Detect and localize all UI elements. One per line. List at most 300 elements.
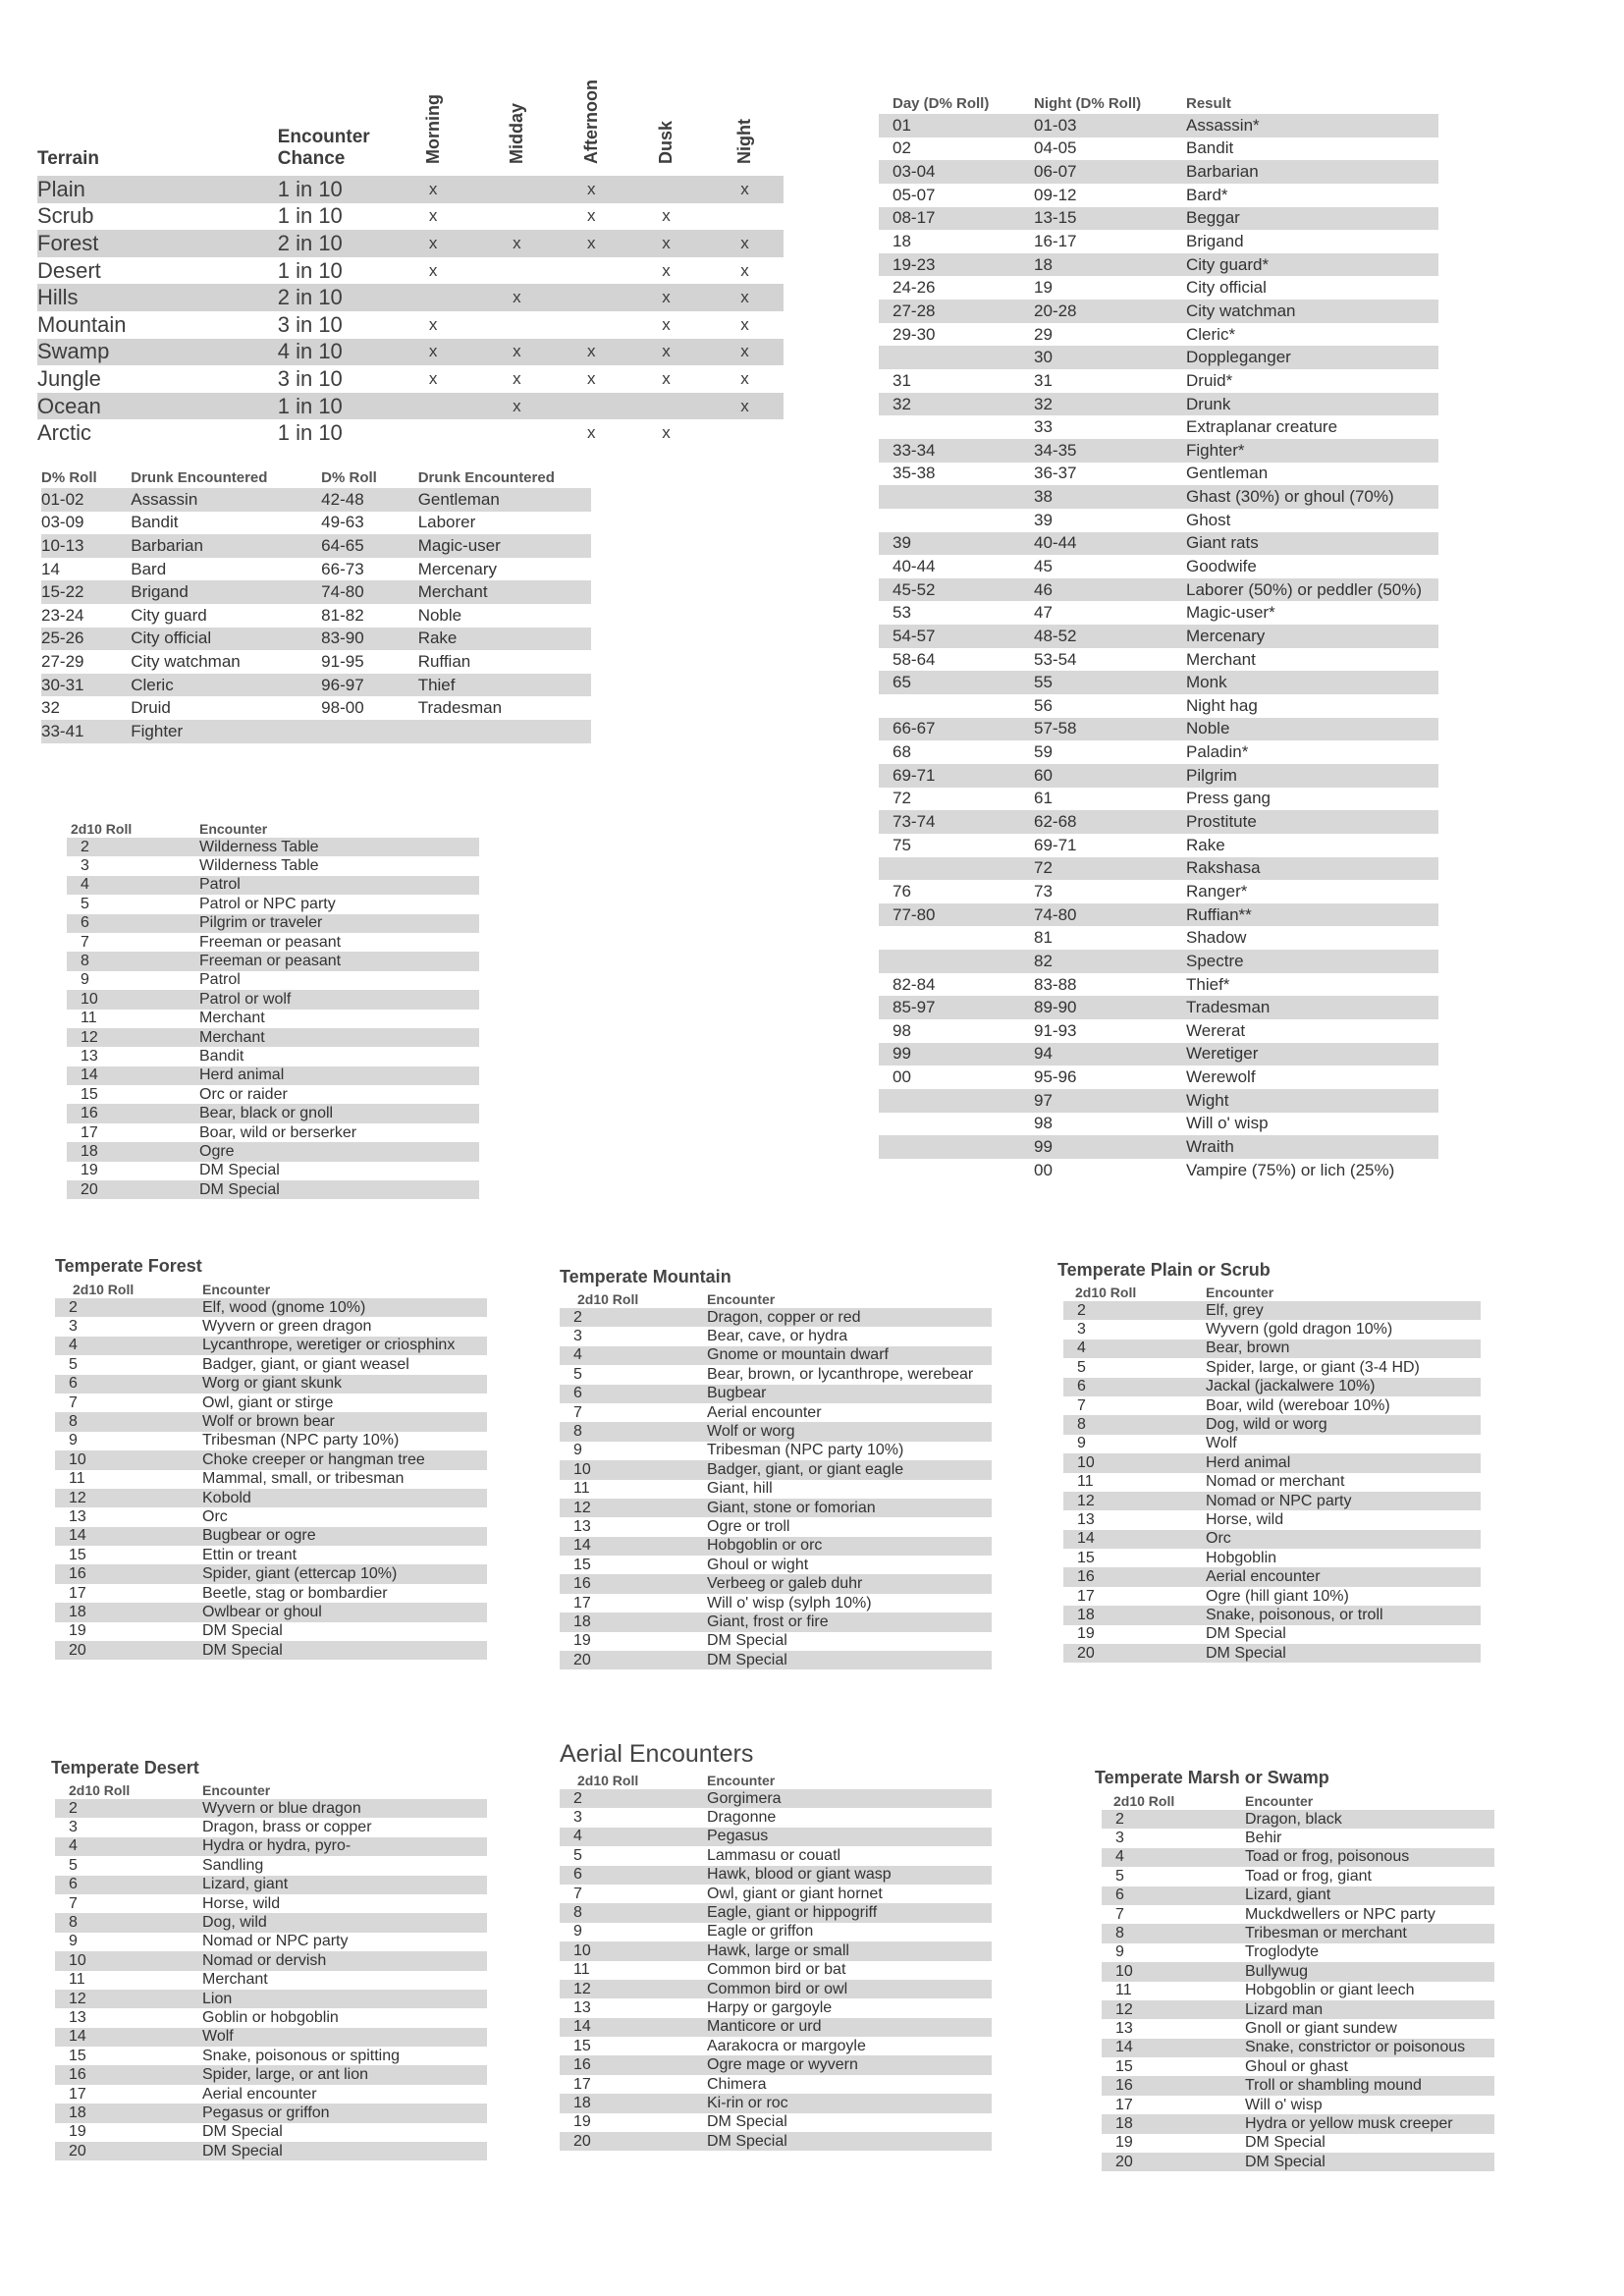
roll-number: 17 <box>1077 1587 1095 1605</box>
encounter-name: Aarakocra or margoyle <box>707 2037 866 2054</box>
roll-number: 2 <box>55 1298 202 1317</box>
table-row <box>560 1632 992 1651</box>
roll-number: 19 <box>69 1622 86 1640</box>
encounter-name: Orc or raider <box>199 1085 288 1103</box>
table-row <box>879 950 1438 973</box>
encounter-name: Spider, giant (ettercap 10%) <box>202 1564 487 1583</box>
day-roll: 03-04 <box>879 160 1034 184</box>
time-header: Morning <box>422 94 443 164</box>
table-row <box>879 1066 1438 1089</box>
table-row <box>1102 2114 1494 2133</box>
encounter-name: Ghoul or wight <box>707 1556 809 1573</box>
day-roll: 01 <box>879 114 1034 137</box>
encounter-name: Hawk, blood or giant wasp <box>707 1866 992 1885</box>
table-row <box>560 1613 992 1631</box>
time-mark <box>556 311 626 339</box>
encounter-name: Freeman or peasant <box>199 933 342 951</box>
time-mark <box>706 419 784 447</box>
encounter-name: Pegasus <box>707 1828 992 1846</box>
roll-number: 11 <box>69 1470 85 1488</box>
table-row <box>879 578 1438 602</box>
roll-number: 20 <box>67 1180 199 1199</box>
encounter-value: Magic-user <box>418 534 591 558</box>
table-row <box>879 485 1438 509</box>
table-row <box>55 1527 487 1546</box>
table-row <box>879 1159 1438 1182</box>
roll-number: 14 <box>55 1527 202 1546</box>
table-row <box>1063 1396 1481 1415</box>
day-roll: 82-84 <box>893 974 936 994</box>
roll-number: 6 <box>1063 1378 1206 1396</box>
table-row <box>41 604 591 628</box>
time-mark: x <box>389 339 478 366</box>
table-row <box>55 1990 487 2008</box>
time-header: Night <box>734 119 755 164</box>
roll-number: 12 <box>560 1499 707 1517</box>
roll-number: 3 <box>69 1819 78 1836</box>
roll-number: 19 <box>573 2113 591 2131</box>
day-roll: 54-57 <box>879 625 1034 648</box>
time-mark: x <box>556 176 626 203</box>
table-row <box>41 628 591 651</box>
table-row <box>560 1365 992 1384</box>
table-row <box>879 810 1438 834</box>
night-roll: 82 <box>1034 950 1186 973</box>
night-roll: 81 <box>1034 928 1053 948</box>
table-row <box>1063 1492 1481 1510</box>
time-mark: x <box>662 206 671 226</box>
encounter-name: Manticore or urd <box>707 2018 992 2037</box>
result: Extraplanar creature <box>1186 417 1338 437</box>
encounter-chance: 2 in 10 <box>229 230 389 257</box>
terrain-name: Ocean <box>37 393 229 420</box>
table-row <box>41 534 591 558</box>
table-row <box>560 1923 992 1941</box>
table-row <box>55 1818 487 1836</box>
result: Pilgrim <box>1186 764 1438 788</box>
encounter-name: Bear, brown, or lycanthrope, werebear <box>707 1365 974 1383</box>
table-row <box>879 555 1438 578</box>
day-roll: 31 <box>893 370 911 390</box>
encounter-name: Eagle, giant or hippogriff <box>707 1903 992 1922</box>
encounter-value: Brigand <box>131 580 321 604</box>
encounter-name: Toad or frog, poisonous <box>1245 1848 1494 1867</box>
roll-number: 7 <box>1115 1905 1124 1923</box>
roll-number: 10 <box>55 1450 202 1469</box>
mountain-title: Temperate Mountain <box>560 1267 731 1286</box>
roll-value: 64-65 <box>321 534 418 558</box>
day-roll <box>879 509 1034 532</box>
encounter-name: Behir <box>1245 1830 1282 1847</box>
night-roll: 61 <box>1034 789 1053 808</box>
encounter-chance: 2 in 10 <box>229 284 389 311</box>
encounter-chance: 3 in 10 <box>277 365 343 391</box>
table-row <box>879 114 1438 137</box>
time-mark: x <box>662 423 671 443</box>
encounter-name: Beetle, stag or bombardier <box>202 1584 388 1602</box>
time-mark <box>556 257 626 285</box>
roll-number: 2 <box>1063 1301 1206 1320</box>
roll-value: 15-22 <box>41 580 131 604</box>
roll-number: 7 <box>81 933 89 951</box>
table-row <box>879 601 1438 625</box>
roll-value: 49-63 <box>321 513 364 532</box>
time-mark: x <box>477 393 556 420</box>
roll-number: 15 <box>1115 2057 1133 2075</box>
table-row <box>1102 1905 1494 1924</box>
encounter-name: DM Special <box>202 2123 283 2141</box>
table-row <box>879 323 1438 347</box>
table-row <box>55 1799 487 1818</box>
table-row <box>879 1089 1438 1113</box>
time-mark: x <box>513 368 521 388</box>
time-mark: x <box>706 284 784 311</box>
day-roll: 33-34 <box>879 439 1034 463</box>
time-mark: x <box>389 176 478 203</box>
table-row <box>560 1460 992 1479</box>
night-roll: 19 <box>1034 278 1053 298</box>
column-header: 2d10 Roll <box>1075 1285 1137 1300</box>
time-mark: x <box>706 393 784 420</box>
table-row <box>560 2094 992 2112</box>
table-row <box>560 1885 992 1903</box>
encounter-name: Giant, stone or fomorian <box>707 1499 992 1517</box>
roll-number: 18 <box>55 2104 202 2122</box>
table-row <box>879 184 1438 207</box>
encounter-name: Wyvern or green dragon <box>202 1318 372 1336</box>
time-mark <box>706 203 784 231</box>
encounter-name: Horse, wild <box>1206 1510 1284 1528</box>
night-roll: 53-54 <box>1034 649 1077 669</box>
encounter-name: DM Special <box>1245 2134 1326 2152</box>
day-roll: 00 <box>893 1067 911 1087</box>
roll-value: 81-82 <box>321 605 364 625</box>
result: Tradesman <box>1186 996 1438 1019</box>
night-roll: 16-17 <box>1034 232 1077 251</box>
encounter-name: Dragon, copper or red <box>707 1308 992 1327</box>
column-header: Drunk Encountered <box>131 468 268 486</box>
time-mark: x <box>662 368 671 388</box>
night-roll: 55 <box>1034 671 1186 694</box>
roll-number: 16 <box>1063 1567 1206 1586</box>
time-mark: x <box>740 260 749 280</box>
table-row <box>67 856 479 875</box>
aerial-encounter-table <box>560 1772 992 2151</box>
table-row <box>879 718 1438 741</box>
table-row <box>41 674 591 697</box>
table-row <box>879 694 1438 718</box>
table-row <box>879 880 1438 903</box>
roll-number: 3 <box>573 1809 582 1827</box>
roll-value <box>321 720 418 743</box>
table-row <box>1102 1810 1494 1829</box>
roll-number: 18 <box>67 1142 199 1161</box>
table-row <box>55 1564 487 1583</box>
roll-number: 9 <box>1115 1943 1124 1961</box>
encounter-name: Dog, wild or worg <box>1206 1415 1481 1434</box>
table-row <box>879 439 1438 463</box>
roll-number: 6 <box>55 1375 202 1394</box>
table-row <box>1063 1453 1481 1472</box>
result: Wererat <box>1186 1020 1246 1040</box>
table-row <box>560 1403 992 1422</box>
roll-number: 8 <box>67 952 199 970</box>
night-roll: 34-35 <box>1034 439 1186 463</box>
night-roll: 72 <box>1034 857 1186 881</box>
encounter-name: Hawk, large or small <box>707 1941 992 1960</box>
result: Gentleman <box>1186 464 1269 483</box>
result: Noble <box>1186 718 1438 741</box>
table-row <box>55 1584 487 1603</box>
roll-value: 42-48 <box>321 488 418 512</box>
table-row <box>560 1789 992 1808</box>
encounter-name: Goblin or hobgoblin <box>202 2008 339 2026</box>
night-roll: 39 <box>1034 510 1053 529</box>
roll-number: 9 <box>69 1933 78 1950</box>
result: Druid* <box>1186 370 1233 390</box>
table-row <box>879 648 1438 672</box>
encounter-name: Patrol <box>199 876 479 895</box>
encounter-name: Dog, wild <box>202 1913 487 1932</box>
result: Goodwife <box>1186 556 1257 575</box>
roll-number: 13 <box>573 1517 591 1535</box>
time-mark <box>556 393 626 420</box>
roll-number: 4 <box>1102 1848 1245 1867</box>
roll-number: 10 <box>1063 1453 1206 1472</box>
roll-number: 10 <box>67 990 199 1009</box>
column-header: Encounter <box>202 1782 271 1798</box>
roll-number: 15 <box>573 1556 591 1573</box>
day-roll <box>879 950 1034 973</box>
roll-number: 18 <box>55 1603 202 1621</box>
table-row <box>55 1432 487 1450</box>
encounter-name: Merchant <box>202 1971 268 1989</box>
table-row <box>879 393 1438 416</box>
roll-number: 11 <box>81 1010 97 1027</box>
time-mark <box>389 284 478 311</box>
night-roll: 09-12 <box>1034 185 1077 204</box>
result: Mercenary <box>1186 625 1438 648</box>
result: Spectre <box>1186 950 1438 973</box>
roll-number: 17 <box>69 1584 86 1602</box>
column-header: Encounter <box>1245 1793 1314 1809</box>
day-roll: 40-44 <box>893 556 936 575</box>
table-row <box>1063 1339 1481 1358</box>
roll-number: 2 <box>67 838 199 856</box>
night-roll: 46 <box>1034 578 1186 602</box>
roll-number: 6 <box>560 1866 707 1885</box>
roll-number: 8 <box>560 1422 707 1441</box>
table-row <box>41 650 591 674</box>
table-row <box>55 1507 487 1526</box>
time-mark: x <box>428 206 438 226</box>
night-roll: 56 <box>1034 695 1053 715</box>
roll-number: 9 <box>573 1442 582 1459</box>
table-row <box>1063 1587 1481 1606</box>
table-row <box>55 1894 487 1913</box>
table-row <box>879 230 1438 253</box>
table-row <box>1102 1829 1494 1847</box>
column-header: Encounter <box>707 1773 776 1788</box>
encounter-value: Druid <box>131 698 171 718</box>
day-roll <box>879 1113 1034 1136</box>
result: Ranger* <box>1186 881 1248 901</box>
column-header: 2d10 Roll <box>71 821 133 837</box>
result: Press gang <box>1186 789 1271 808</box>
encounter-name: Chimera <box>707 2075 767 2093</box>
encounter-value: Tradesman <box>417 698 503 718</box>
roll-number: 9 <box>69 1432 78 1449</box>
roll-number: 8 <box>1102 1924 1245 1942</box>
table-row <box>879 415 1438 439</box>
time-mark <box>477 203 556 231</box>
table-row <box>1102 1867 1494 1886</box>
roll-number: 11 <box>573 1480 590 1498</box>
aerial-title: Aerial Encounters <box>560 1740 754 1768</box>
encounter-name: Dragon, brass or copper <box>202 1819 372 1836</box>
roll-number: 17 <box>69 2085 86 2103</box>
table-row <box>879 160 1438 184</box>
table-row <box>879 973 1438 997</box>
night-roll: 29 <box>1034 324 1053 344</box>
encounter-name: Bear, black or gnoll <box>199 1104 479 1122</box>
encounter-name: Eagle or griffon <box>707 1923 814 1941</box>
table-row <box>67 1162 479 1180</box>
roll-number: 13 <box>81 1047 98 1065</box>
roll-number: 18 <box>560 2094 707 2112</box>
roll-number: 12 <box>1102 2000 1245 2019</box>
night-roll: 06-07 <box>1034 160 1186 184</box>
encounter-name: DM Special <box>202 2142 487 2160</box>
day-roll: 35-38 <box>893 464 936 483</box>
night-roll: 40-44 <box>1034 532 1186 556</box>
roll-number: 5 <box>573 1365 582 1383</box>
table-row <box>55 2104 487 2122</box>
roll-number: 9 <box>1077 1435 1086 1452</box>
night-roll: 33 <box>1034 417 1053 437</box>
day-roll: 72 <box>893 789 911 808</box>
roll-number: 6 <box>55 1876 202 1894</box>
roll-number: 19 <box>573 1632 591 1650</box>
roll-number: 7 <box>1077 1396 1086 1414</box>
day-roll: 66-67 <box>879 718 1034 741</box>
encounter-name: Spider, large, or giant (3-4 HD) <box>1206 1358 1420 1376</box>
time-mark: x <box>556 339 626 366</box>
table-row <box>37 230 784 257</box>
roll-number: 3 <box>573 1328 582 1345</box>
table-row <box>55 2085 487 2104</box>
table-row <box>67 1123 479 1142</box>
day-roll: 27-28 <box>879 300 1034 323</box>
encounter-name: Herd animal <box>199 1066 479 1085</box>
roll-number: 8 <box>560 1903 707 1922</box>
result: Shadow <box>1186 928 1247 948</box>
day-roll: 18 <box>893 232 911 251</box>
encounter-name: Tribesman or merchant <box>1245 1924 1494 1942</box>
result: Wraith <box>1186 1135 1438 1159</box>
encounter-name: Snake, poisonous or spitting <box>202 2047 401 2064</box>
table-row <box>560 1327 992 1345</box>
roll-number: 3 <box>69 1318 78 1336</box>
encounter-name: DM Special <box>202 1641 487 1660</box>
roll-number: 5 <box>69 1355 78 1373</box>
roll-number: 10 <box>55 1951 202 1970</box>
table-row <box>879 903 1438 927</box>
encounter-name: Elf, wood (gnome 10%) <box>202 1298 487 1317</box>
result: Wight <box>1186 1089 1438 1113</box>
table-row <box>55 2142 487 2160</box>
day-roll: 76 <box>893 881 911 901</box>
marsh-title: Temperate Marsh or Swamp <box>1095 1768 1329 1787</box>
encounter-name: Gnoll or giant sundew <box>1245 2019 1397 2037</box>
table-row <box>560 1499 992 1517</box>
table-row <box>879 926 1438 950</box>
night-roll: 01-03 <box>1034 114 1186 137</box>
column-header: 2d10 Roll <box>1113 1793 1175 1809</box>
time-mark <box>626 393 706 420</box>
encounter-name: Worg or giant skunk <box>202 1375 487 1394</box>
result: Bandit <box>1186 138 1234 158</box>
table-row <box>560 1574 992 1593</box>
table-row <box>560 2055 992 2074</box>
roll-number: 19 <box>1077 1625 1095 1643</box>
table-row <box>41 696 591 720</box>
time-mark: x <box>706 176 784 203</box>
roll-number: 20 <box>55 1641 202 1660</box>
roll-number: 20 <box>1063 1644 1206 1663</box>
encounter-name: Herd animal <box>1206 1453 1481 1472</box>
roll-value: 98-00 <box>321 698 364 718</box>
night-roll: 69-71 <box>1034 835 1077 854</box>
day-roll: 58-64 <box>893 649 936 669</box>
time-header: Midday <box>506 102 526 164</box>
day-roll: 99 <box>879 1043 1034 1066</box>
encounter-name: Bugbear <box>707 1385 992 1403</box>
result: Ruffian** <box>1186 903 1438 927</box>
day-roll: 85-97 <box>879 996 1034 1019</box>
roll-number: 14 <box>560 1537 707 1556</box>
drunk-encounter-table <box>41 466 591 743</box>
time-mark <box>389 393 478 420</box>
encounter-name: DM Special <box>707 1651 992 1669</box>
city-encounter-table <box>67 820 479 1199</box>
night-roll: 94 <box>1034 1043 1186 1066</box>
encounter-name: Merchant <box>199 1028 479 1047</box>
roll-number: 17 <box>81 1123 98 1141</box>
encounter-name: Hobgoblin <box>1206 1549 1277 1566</box>
roll-number: 19 <box>1115 2134 1133 2152</box>
table-row <box>560 2075 992 2094</box>
night-roll: 30 <box>1034 346 1186 369</box>
result: Assassin* <box>1186 114 1438 137</box>
day-roll: 73-74 <box>879 810 1034 834</box>
encounter-name: Ogre mage or wyvern <box>707 2055 992 2074</box>
roll-number: 14 <box>55 2028 202 2047</box>
roll-number: 15 <box>81 1085 98 1103</box>
encounter-value: Laborer <box>417 513 476 532</box>
result: Ghast (30%) or ghoul (70%) <box>1186 485 1438 509</box>
encounter-name: Patrol or NPC party <box>199 895 336 912</box>
roll-number: 16 <box>1102 2076 1245 2095</box>
table-row <box>1063 1320 1481 1339</box>
roll-number: 14 <box>67 1066 199 1085</box>
terrain-name: Desert <box>37 257 101 283</box>
table-row <box>1102 1924 1494 1942</box>
table-row <box>55 1337 487 1355</box>
day-roll <box>879 485 1034 509</box>
roll-number: 13 <box>1077 1510 1095 1528</box>
table-row <box>55 1355 487 1374</box>
